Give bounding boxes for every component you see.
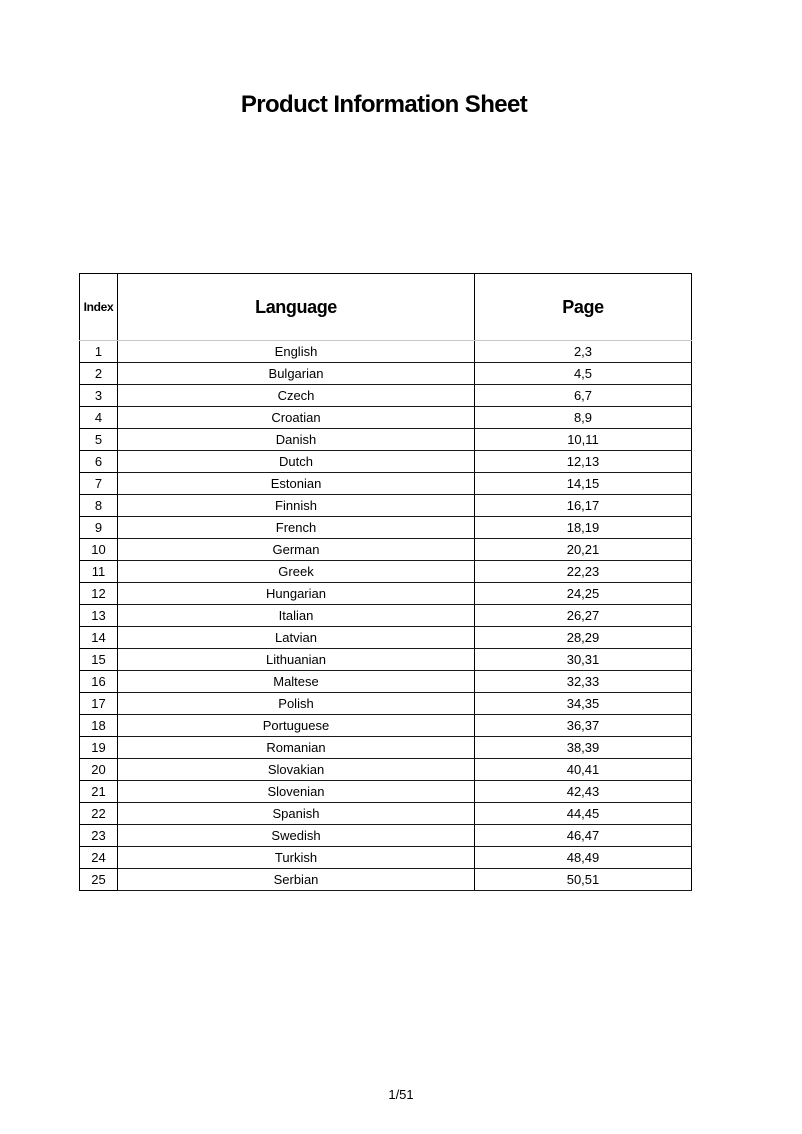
row-index-cell: 19 [80, 737, 118, 759]
row-page-cell: 24,25 [475, 583, 692, 605]
table-row [80, 583, 692, 605]
row-page-cell: 40,41 [475, 759, 692, 781]
row-language-cell: Bulgarian [118, 363, 475, 385]
table-row [80, 385, 692, 407]
row-index-cell: 9 [80, 517, 118, 539]
row-language-cell: Lithuanian [118, 649, 475, 671]
row-index-cell: 21 [80, 781, 118, 803]
table-row [80, 869, 692, 891]
row-page-cell: 42,43 [475, 781, 692, 803]
row-language-cell: Spanish [118, 803, 475, 825]
row-page-cell: 2,3 [475, 341, 692, 363]
row-index-cell: 15 [80, 649, 118, 671]
row-index-cell: 14 [80, 627, 118, 649]
table-row [80, 649, 692, 671]
language-index-table [79, 273, 692, 891]
row-page-cell: 20,21 [475, 539, 692, 561]
row-page-cell: 22,23 [475, 561, 692, 583]
row-page-cell: 18,19 [475, 517, 692, 539]
row-page-cell: 12,13 [475, 451, 692, 473]
row-index-cell: 18 [80, 715, 118, 737]
table-row [80, 847, 692, 869]
table-row [80, 473, 692, 495]
row-language-cell: French [118, 517, 475, 539]
row-page-cell: 50,51 [475, 869, 692, 891]
row-index-cell: 2 [80, 363, 118, 385]
row-index-cell: 11 [80, 561, 118, 583]
row-language-cell: Maltese [118, 671, 475, 693]
row-index-cell: 16 [80, 671, 118, 693]
row-page-cell: 4,5 [475, 363, 692, 385]
row-index-cell: 13 [80, 605, 118, 627]
table-row [80, 341, 692, 363]
row-language-cell: Finnish [118, 495, 475, 517]
table-row [80, 825, 692, 847]
table-row [80, 671, 692, 693]
row-index-cell: 17 [80, 693, 118, 715]
row-index-cell: 10 [80, 539, 118, 561]
row-page-cell: 14,15 [475, 473, 692, 495]
table-header-row [80, 274, 692, 341]
row-page-cell: 28,29 [475, 627, 692, 649]
table-row [80, 407, 692, 429]
row-page-cell: 16,17 [475, 495, 692, 517]
row-index-cell: 24 [80, 847, 118, 869]
row-index-cell: 12 [80, 583, 118, 605]
table-row [80, 495, 692, 517]
row-page-cell: 10,11 [475, 429, 692, 451]
row-page-cell: 48,49 [475, 847, 692, 869]
row-index-cell: 23 [80, 825, 118, 847]
table-row [80, 803, 692, 825]
row-index-cell: 1 [80, 341, 118, 363]
row-language-cell: Polish [118, 693, 475, 715]
row-language-cell: Swedish [118, 825, 475, 847]
table-row [80, 737, 692, 759]
table-row [80, 363, 692, 385]
row-index-cell: 25 [80, 869, 118, 891]
row-index-cell: 6 [80, 451, 118, 473]
table-row [80, 715, 692, 737]
row-language-cell: Slovenian [118, 781, 475, 803]
row-language-cell: Danish [118, 429, 475, 451]
table-row [80, 561, 692, 583]
table-row [80, 539, 692, 561]
table-row [80, 781, 692, 803]
row-index-cell: 4 [80, 407, 118, 429]
row-language-cell: Dutch [118, 451, 475, 473]
table-row [80, 759, 692, 781]
table-row [80, 517, 692, 539]
row-page-cell: 26,27 [475, 605, 692, 627]
row-language-cell: Hungarian [118, 583, 475, 605]
row-language-cell: Greek [118, 561, 475, 583]
row-page-cell: 38,39 [475, 737, 692, 759]
row-language-cell: German [118, 539, 475, 561]
page-title: Product Information Sheet [240, 91, 528, 118]
row-language-cell: Czech [118, 385, 475, 407]
row-language-cell: English [118, 341, 475, 363]
row-index-cell: 7 [80, 473, 118, 495]
row-language-cell: Portuguese [118, 715, 475, 737]
row-index-cell: 3 [80, 385, 118, 407]
row-language-cell: Croatian [118, 407, 475, 429]
row-language-cell: Turkish [118, 847, 475, 869]
row-language-cell: Estonian [118, 473, 475, 495]
table-row [80, 627, 692, 649]
page-number: 1/51 [388, 1087, 414, 1102]
table-row [80, 605, 692, 627]
row-page-cell: 34,35 [475, 693, 692, 715]
row-page-cell: 44,45 [475, 803, 692, 825]
row-index-cell: 8 [80, 495, 118, 517]
column-header-page: Page [475, 274, 692, 341]
table-row [80, 693, 692, 715]
column-header-index: Index [80, 274, 118, 341]
row-page-cell: 30,31 [475, 649, 692, 671]
row-index-cell: 5 [80, 429, 118, 451]
row-language-cell: Slovakian [118, 759, 475, 781]
row-language-cell: Italian [118, 605, 475, 627]
row-index-cell: 20 [80, 759, 118, 781]
row-page-cell: 8,9 [475, 407, 692, 429]
row-index-cell: 22 [80, 803, 118, 825]
row-page-cell: 36,37 [475, 715, 692, 737]
column-header-language: Language [118, 274, 475, 341]
table-row [80, 451, 692, 473]
row-language-cell: Romanian [118, 737, 475, 759]
row-page-cell: 46,47 [475, 825, 692, 847]
row-page-cell: 6,7 [475, 385, 692, 407]
row-language-cell: Serbian [118, 869, 475, 891]
table-row [80, 429, 692, 451]
row-page-cell: 32,33 [475, 671, 692, 693]
row-language-cell: Latvian [118, 627, 475, 649]
